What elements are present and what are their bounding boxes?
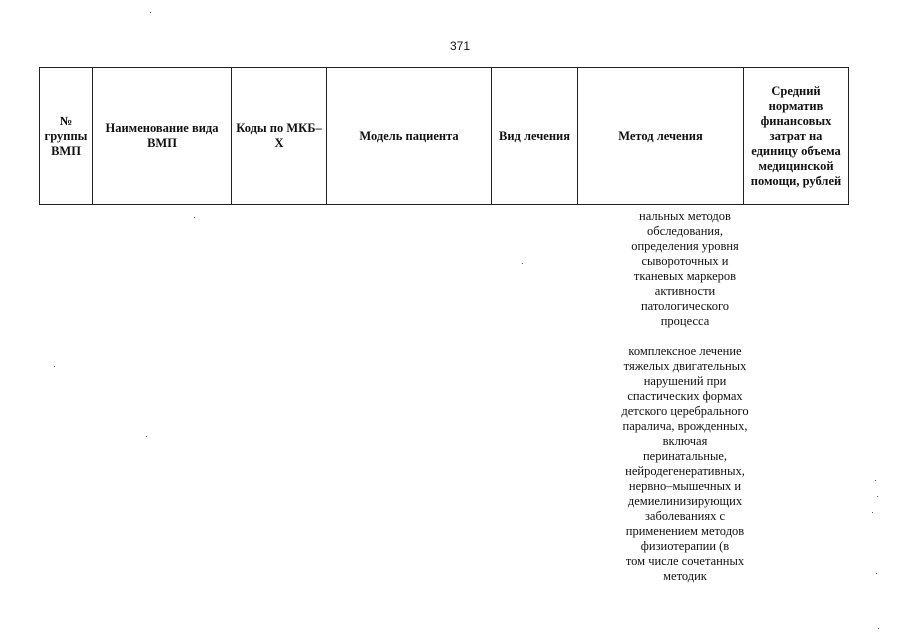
scan-speck [54, 366, 55, 367]
scan-speck [522, 263, 523, 264]
method-line: нервно–мышечных и [628, 479, 742, 493]
method-line: демиелинизирующих [627, 494, 743, 508]
method-line: тканевых маркеров [633, 269, 737, 283]
method-line: тяжелых двигательных [623, 359, 747, 373]
method-line: комплексное лечение [628, 344, 742, 358]
method-line: нарушений при [643, 374, 727, 388]
column-header-vmp-name: Наименование вида ВМП [93, 68, 232, 205]
scan-speck [150, 12, 151, 13]
method-line: обследования, [647, 224, 723, 238]
scan-speck [875, 480, 876, 481]
method-line: паралича, врожденных, [622, 419, 748, 433]
method-line: сывороточных и [641, 254, 729, 268]
method-line: процесса [660, 314, 710, 328]
method-line: нейродегенеративных, [625, 464, 745, 478]
method-line: заболеваниях с [644, 509, 726, 523]
table-header [39, 67, 849, 205]
method-line: физиотерапии (в [640, 539, 730, 553]
column-header-group-number: № группы ВМП [40, 68, 93, 205]
column-header-treatment-method: Метод лечения [578, 68, 744, 205]
scan-speck [146, 436, 147, 437]
method-line: патологического [640, 299, 730, 313]
page-number: 371 [449, 39, 471, 53]
column-header-average-cost: Средний норматив финансовых затрат на единицу объема медицинской помощи, рублей [744, 68, 849, 205]
method-column-text [605, 209, 765, 584]
scan-speck [877, 496, 878, 497]
method-line: детского церебрального [621, 404, 749, 418]
column-header-treatment-type: Вид лечения [492, 68, 578, 205]
method-line: определения уровня [631, 239, 739, 253]
method-line: методик [663, 569, 707, 583]
method-line: нальных методов [639, 209, 731, 223]
column-header-patient-model: Модель пациента [327, 68, 492, 205]
method-line: том числе сочетанных [625, 554, 745, 568]
method-line: спастических формах [627, 389, 743, 403]
method-line: включая [662, 434, 708, 448]
scan-speck [876, 573, 877, 574]
column-header-icd-codes: Коды по МКБ–Х [232, 68, 327, 205]
scan-speck [878, 628, 879, 629]
scan-speck [872, 512, 873, 513]
scan-speck [194, 217, 195, 218]
method-line: применением методов [625, 524, 745, 538]
method-line: активности [654, 284, 716, 298]
method-line: перинатальные, [642, 449, 728, 463]
